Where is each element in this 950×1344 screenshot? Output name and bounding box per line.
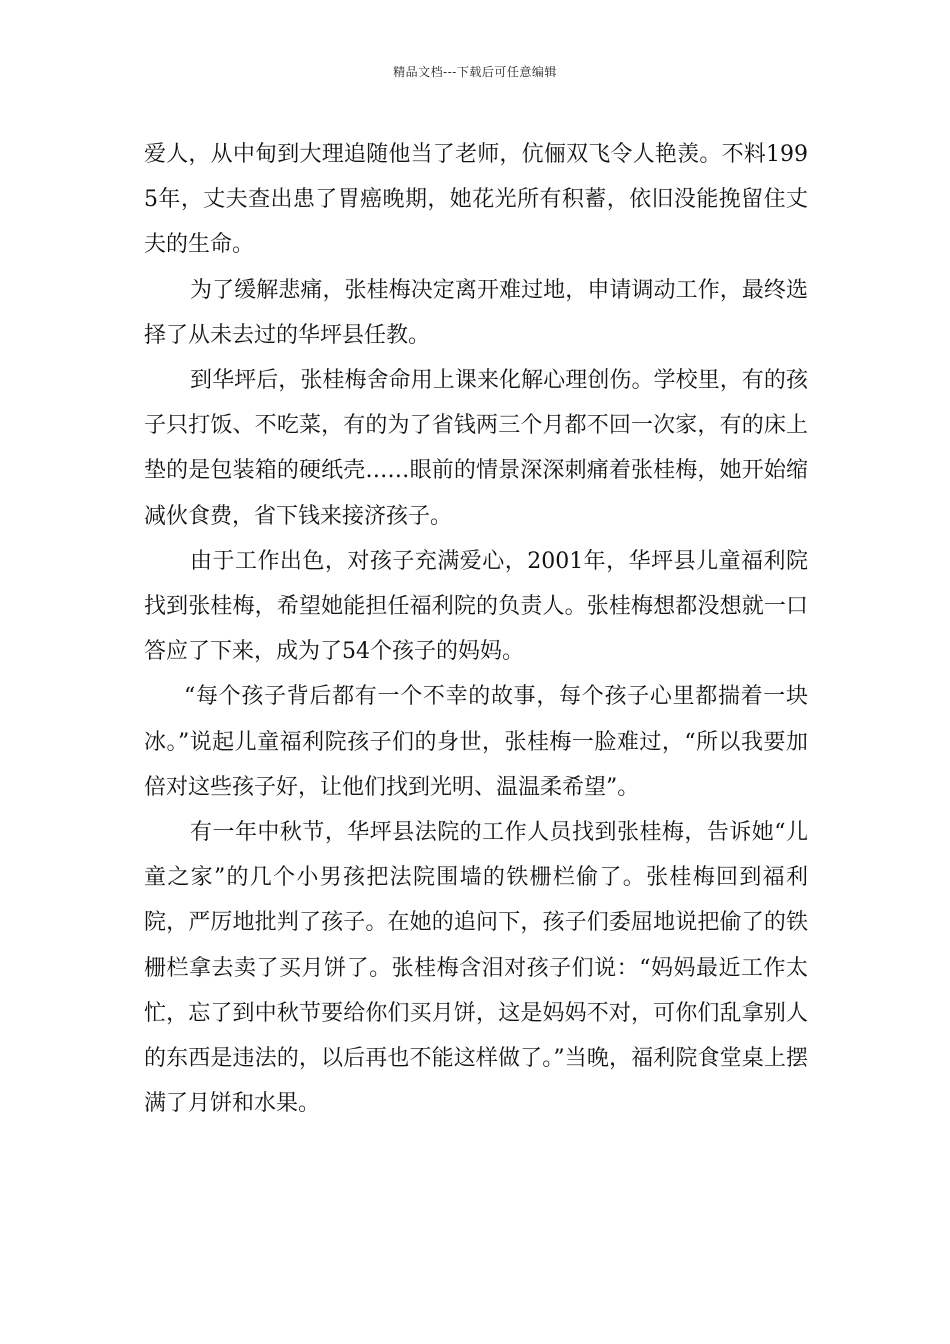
paragraph-2: 为了缓解悲痛，张桂梅决定离开难过地，申请调动工作，最终选择了从未去过的华坪县任教。 xyxy=(144,277,808,348)
page-header: 精品文档---下载后可任意编辑 xyxy=(393,65,557,79)
paragraph-6: 有一年中秋节，华坪县法院的工作人员找到张桂梅，告诉她“儿童之家”的几个小男孩把法院围墙的铁栅栏偷了。张桂梅回到福利院，严厉地批判了孩子。在她的追问下，孩子们委屈地说把偷了的铁栅栏拿去卖了买月饼了。张桂梅含泪对孩子们说：“妈妈最近工作太忙，忘了到中秋节要给你们买月饼，这是妈妈不对，可你们乱拿别人的东西是违法的，以后再也不能这样做了。”当晚，福利院食堂桌上摆满了月饼和水果。 xyxy=(144,820,808,1117)
paragraph-4: 由于工作出色，对孩子充满爱心，2001年，华坪县儿童福利院找到张桂梅，希望她能担任福利院的负责人。张桂梅想都没想就一口答应了下来，成为了54个孩子的妈妈。 xyxy=(144,548,808,665)
paragraph-5: “每个孩子背后都有一个不幸的故事，每个孩子心里都揣着一块冰。”说起儿童福利院孩子们的身世，张桂梅一脸难过，“所以我要加倍对这些孩子好，让他们找到光明、温温柔希望”。 xyxy=(144,684,808,800)
paragraph-3: 到华坪后，张桂梅舍命用上课来化解心理创伤。学校里，有的孩子只打饭、不吃菜，有的为了省钱两三个月都不回一次家，有的床上垫的是包装箱的硬纸壳……眼前的情景深深刺痛着张桂梅，她开始缩减伙食费，省下钱来接济孩子。 xyxy=(144,368,808,529)
document-body xyxy=(144,132,808,1126)
paragraph-1: 爱人，从中甸到大理追随他当了老师，伉俪双飞令人艳羡。不料1995年，丈夫查出患了胃癌晚期，她花光所有积蓄，依旧没能挽留住丈夫的生命。 xyxy=(144,142,808,258)
